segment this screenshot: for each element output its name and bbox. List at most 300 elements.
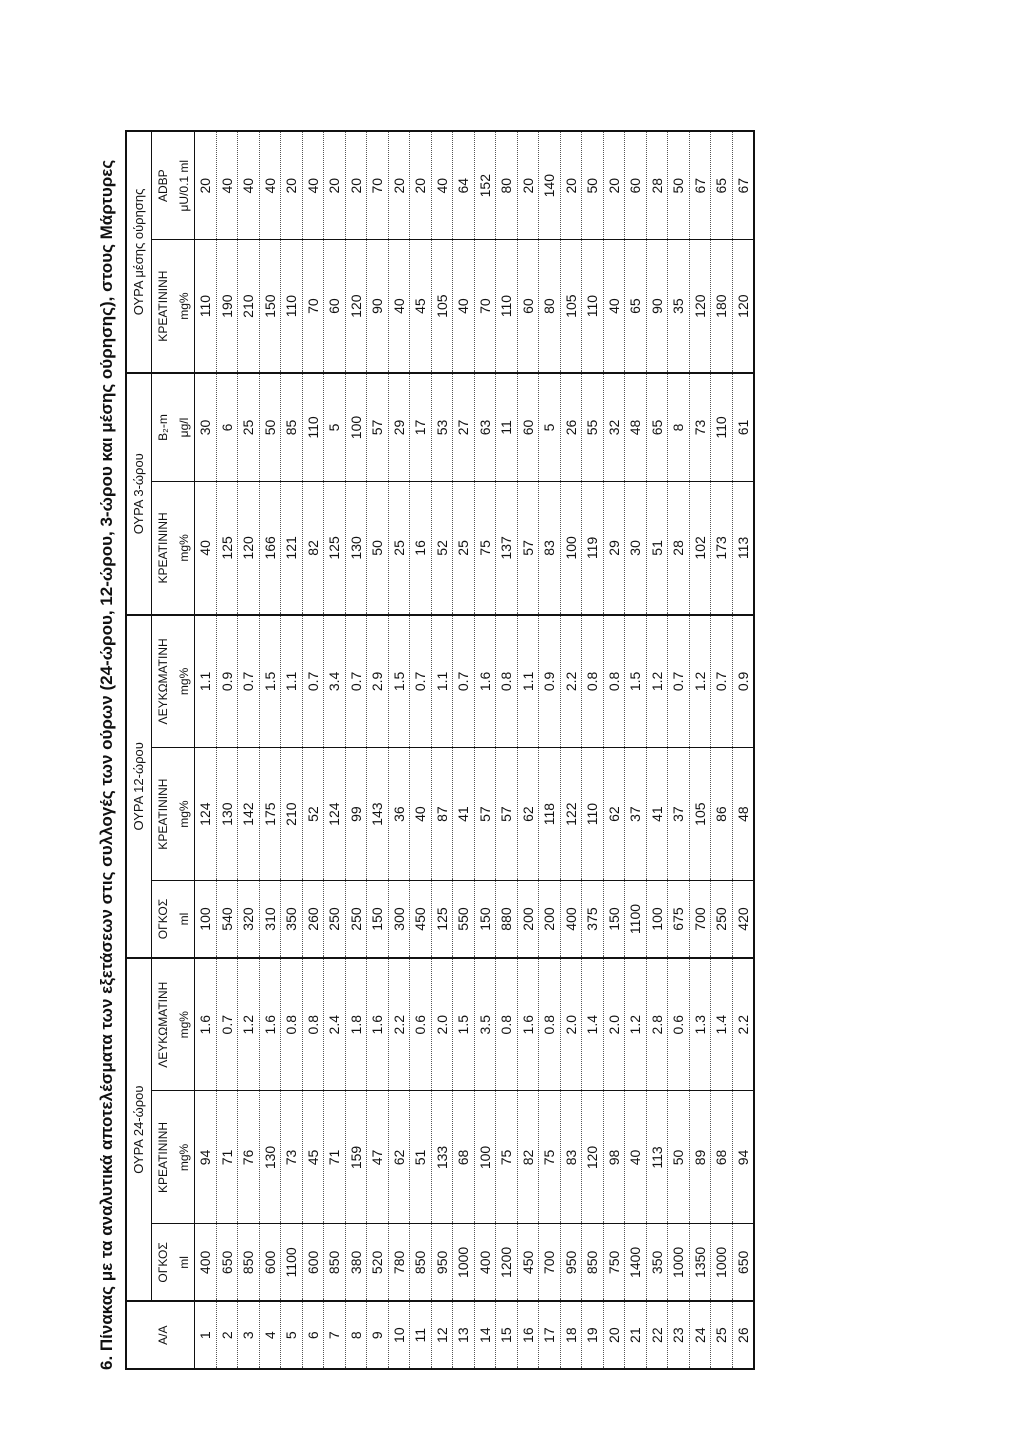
- cell-24h-creatinine: 133: [431, 1091, 453, 1224]
- cell-mid-creatinine: 70: [302, 240, 324, 373]
- cell-12h-volume: 150: [603, 881, 625, 958]
- cell-mid-creatinine: 65: [625, 240, 647, 373]
- cell-mid-adbp: 20: [410, 131, 432, 240]
- unit-24h-creatinine: mg%: [174, 1091, 195, 1224]
- cell-3h-creatinine: 166: [259, 482, 281, 615]
- cell-mid-creatinine: 105: [560, 240, 582, 373]
- table-row: [431, 131, 453, 1369]
- cell-3h-creatinine: 30: [625, 482, 647, 615]
- cell-mid-adbp: 40: [302, 131, 324, 240]
- unit-mid-creatinine: mg%: [174, 240, 195, 373]
- cell-24h-volume: 950: [560, 1224, 582, 1301]
- unit-12h-albumin: mg%: [174, 615, 195, 748]
- cell-24h-creatinine: 75: [496, 1091, 518, 1224]
- cell-12h-volume: 420: [732, 881, 754, 958]
- cell-mid-adbp: 20: [345, 131, 367, 240]
- unit-3h-b2m: μg/l: [174, 373, 195, 482]
- table-caption: 6. Πίνακας με τα αναλυτικά αποτελέσματα των εξετάσεων στις συλλογές των ούρων (24-ώρου, 12-ώρου, 3-ώρου και μέσης ούρησης), στους Μάρτυρες: [97, 159, 116, 1370]
- cell-24h-volume: 380: [345, 1224, 367, 1301]
- cell-aa: 26: [732, 1301, 754, 1369]
- cell-24h-volume: 400: [474, 1224, 496, 1301]
- table-row: [281, 131, 303, 1369]
- cell-12h-creatinine: 210: [281, 748, 303, 881]
- cell-mid-creatinine: 110: [496, 240, 518, 373]
- cell-24h-albumin: 0.6: [410, 958, 432, 1091]
- cell-3h-b2m: 53: [431, 373, 453, 482]
- cell-aa: 16: [517, 1301, 539, 1369]
- cell-12h-volume: 375: [582, 881, 604, 958]
- cell-mid-creatinine: 90: [646, 240, 668, 373]
- cell-24h-creatinine: 68: [711, 1091, 733, 1224]
- cell-mid-adbp: 28: [646, 131, 668, 240]
- cell-mid-creatinine: 90: [367, 240, 389, 373]
- table-row: [410, 131, 432, 1369]
- cell-24h-creatinine: 68: [453, 1091, 475, 1224]
- cell-3h-creatinine: 100: [560, 482, 582, 615]
- cell-mid-adbp: 80: [496, 131, 518, 240]
- cell-24h-albumin: 1.5: [453, 958, 475, 1091]
- cell-mid-adbp: 140: [539, 131, 561, 240]
- cell-3h-creatinine: 125: [216, 482, 238, 615]
- cell-24h-creatinine: 47: [367, 1091, 389, 1224]
- cell-mid-creatinine: 110: [195, 240, 217, 373]
- cell-12h-volume: 150: [474, 881, 496, 958]
- cell-3h-b2m: 65: [646, 373, 668, 482]
- cell-mid-adbp: 20: [324, 131, 346, 240]
- cell-12h-creatinine: 62: [517, 748, 539, 881]
- unit-blank: [174, 1301, 195, 1369]
- cell-12h-volume: 880: [496, 881, 518, 958]
- group-urine-24h: ΟΥΡΑ 24-ώρου: [126, 958, 152, 1301]
- cell-mid-creatinine: 210: [238, 240, 260, 373]
- cell-24h-albumin: 1.4: [582, 958, 604, 1091]
- cell-24h-volume: 450: [517, 1224, 539, 1301]
- table-row: [453, 131, 475, 1369]
- cell-24h-volume: 600: [302, 1224, 324, 1301]
- cell-24h-volume: 850: [410, 1224, 432, 1301]
- cell-24h-albumin: 1.6: [367, 958, 389, 1091]
- cell-mid-adbp: 152: [474, 131, 496, 240]
- cell-24h-albumin: 2.0: [560, 958, 582, 1091]
- cell-mid-creatinine: 40: [453, 240, 475, 373]
- cell-12h-creatinine: 62: [603, 748, 625, 881]
- cell-24h-creatinine: 45: [302, 1091, 324, 1224]
- cell-12h-albumin: 1.6: [474, 615, 496, 748]
- cell-mid-creatinine: 70: [474, 240, 496, 373]
- unit-12h-volume: ml: [174, 881, 195, 958]
- header-3h-creatinine: ΚΡΕΑΤΙΝΙΝΗ: [152, 482, 175, 615]
- cell-24h-creatinine: 98: [603, 1091, 625, 1224]
- cell-3h-creatinine: 121: [281, 482, 303, 615]
- cell-12h-volume: 100: [195, 881, 217, 958]
- cell-24h-creatinine: 130: [259, 1091, 281, 1224]
- cell-12h-creatinine: 122: [560, 748, 582, 881]
- header-24h-volume: ΟΓΚΟΣ: [152, 1224, 175, 1301]
- table-row: [625, 131, 647, 1369]
- cell-12h-albumin: 0.7: [302, 615, 324, 748]
- table-row: [582, 131, 604, 1369]
- cell-12h-creatinine: 118: [539, 748, 561, 881]
- cell-24h-creatinine: 94: [732, 1091, 754, 1224]
- cell-mid-adbp: 40: [238, 131, 260, 240]
- cell-3h-creatinine: 125: [324, 482, 346, 615]
- cell-12h-creatinine: 36: [388, 748, 410, 881]
- cell-24h-albumin: 1.8: [345, 958, 367, 1091]
- cell-24h-creatinine: 83: [560, 1091, 582, 1224]
- cell-3h-creatinine: 137: [496, 482, 518, 615]
- cell-aa: 12: [431, 1301, 453, 1369]
- cell-24h-albumin: 2.0: [431, 958, 453, 1091]
- cell-24h-volume: 780: [388, 1224, 410, 1301]
- cell-24h-creatinine: 71: [324, 1091, 346, 1224]
- cell-3h-creatinine: 29: [603, 482, 625, 615]
- table-row: [711, 131, 733, 1369]
- cell-24h-creatinine: 75: [539, 1091, 561, 1224]
- table-row: [195, 131, 217, 1369]
- cell-12h-albumin: 0.7: [410, 615, 432, 748]
- rotated-table-page: [95, 108, 755, 1370]
- cell-3h-b2m: 60: [517, 373, 539, 482]
- cell-aa: 21: [625, 1301, 647, 1369]
- cell-3h-creatinine: 75: [474, 482, 496, 615]
- cell-mid-creatinine: 60: [517, 240, 539, 373]
- cell-12h-albumin: 2.2: [560, 615, 582, 748]
- cell-24h-creatinine: 51: [410, 1091, 432, 1224]
- cell-3h-creatinine: 57: [517, 482, 539, 615]
- cell-24h-creatinine: 40: [625, 1091, 647, 1224]
- cell-24h-volume: 1200: [496, 1224, 518, 1301]
- cell-3h-creatinine: 130: [345, 482, 367, 615]
- cell-24h-albumin: 0.8: [539, 958, 561, 1091]
- header-12h-creatinine: ΚΡΕΑΤΙΝΙΝΗ: [152, 748, 175, 881]
- cell-24h-albumin: 2.0: [603, 958, 625, 1091]
- cell-aa: 5: [281, 1301, 303, 1369]
- table-row: [517, 131, 539, 1369]
- cell-12h-creatinine: 37: [625, 748, 647, 881]
- cell-24h-albumin: 2.2: [732, 958, 754, 1091]
- cell-aa: 19: [582, 1301, 604, 1369]
- cell-24h-albumin: 0.8: [302, 958, 324, 1091]
- cell-aa: 11: [410, 1301, 432, 1369]
- cell-12h-albumin: 1.2: [646, 615, 668, 748]
- cell-24h-volume: 1000: [711, 1224, 733, 1301]
- cell-3h-b2m: 17: [410, 373, 432, 482]
- cell-24h-albumin: 1.6: [195, 958, 217, 1091]
- cell-12h-albumin: 1.5: [625, 615, 647, 748]
- header-mid-creatinine: ΚΡΕΑΤΙΝΙΝΗ: [152, 240, 175, 373]
- unit-24h-volume: ml: [174, 1224, 195, 1301]
- cell-3h-b2m: 57: [367, 373, 389, 482]
- cell-24h-volume: 1100: [281, 1224, 303, 1301]
- cell-aa: 22: [646, 1301, 668, 1369]
- cell-mid-creatinine: 120: [345, 240, 367, 373]
- cell-aa: 24: [689, 1301, 711, 1369]
- cell-12h-albumin: 1.5: [259, 615, 281, 748]
- cell-24h-volume: 600: [259, 1224, 281, 1301]
- cell-24h-albumin: 0.8: [496, 958, 518, 1091]
- cell-3h-b2m: 8: [668, 373, 690, 482]
- cell-3h-creatinine: 173: [711, 482, 733, 615]
- cell-3h-creatinine: 113: [732, 482, 754, 615]
- cell-12h-volume: 350: [281, 881, 303, 958]
- cell-12h-creatinine: 175: [259, 748, 281, 881]
- unit-3h-creatinine: mg%: [174, 482, 195, 615]
- cell-12h-albumin: 0.7: [345, 615, 367, 748]
- cell-24h-creatinine: 71: [216, 1091, 238, 1224]
- cell-aa: 2: [216, 1301, 238, 1369]
- cell-3h-b2m: 5: [539, 373, 561, 482]
- cell-12h-albumin: 0.8: [603, 615, 625, 748]
- table-row: [216, 131, 238, 1369]
- cell-24h-albumin: 1.3: [689, 958, 711, 1091]
- cell-12h-volume: 260: [302, 881, 324, 958]
- group-urine-3h: ΟΥΡΑ 3-ώρου: [126, 373, 152, 615]
- cell-aa: 8: [345, 1301, 367, 1369]
- cell-12h-albumin: 0.9: [539, 615, 561, 748]
- cell-3h-b2m: 100: [345, 373, 367, 482]
- cell-12h-creatinine: 130: [216, 748, 238, 881]
- cell-12h-volume: 125: [431, 881, 453, 958]
- cell-3h-creatinine: 52: [431, 482, 453, 615]
- table-body: [195, 131, 755, 1369]
- cell-3h-creatinine: 102: [689, 482, 711, 615]
- cell-24h-creatinine: 159: [345, 1091, 367, 1224]
- cell-mid-creatinine: 40: [388, 240, 410, 373]
- cell-3h-b2m: 25: [238, 373, 260, 482]
- cell-mid-adbp: 20: [281, 131, 303, 240]
- cell-24h-albumin: 0.7: [216, 958, 238, 1091]
- cell-mid-adbp: 20: [560, 131, 582, 240]
- cell-mid-adbp: 70: [367, 131, 389, 240]
- cell-mid-adbp: 64: [453, 131, 475, 240]
- cell-12h-albumin: 1.5: [388, 615, 410, 748]
- cell-24h-creatinine: 50: [668, 1091, 690, 1224]
- cell-mid-adbp: 60: [625, 131, 647, 240]
- cell-mid-creatinine: 120: [732, 240, 754, 373]
- cell-12h-albumin: 1.1: [431, 615, 453, 748]
- header-12h-volume: ΟΓΚΟΣ: [152, 881, 175, 958]
- cell-12h-albumin: 0.9: [216, 615, 238, 748]
- cell-24h-volume: 1400: [625, 1224, 647, 1301]
- cell-12h-creatinine: 142: [238, 748, 260, 881]
- cell-mid-creatinine: 80: [539, 240, 561, 373]
- cell-12h-albumin: 0.9: [732, 615, 754, 748]
- cell-aa: 17: [539, 1301, 561, 1369]
- table-row: [603, 131, 625, 1369]
- cell-3h-creatinine: 83: [539, 482, 561, 615]
- cell-24h-volume: 650: [732, 1224, 754, 1301]
- cell-24h-creatinine: 94: [195, 1091, 217, 1224]
- cell-12h-albumin: 0.7: [711, 615, 733, 748]
- cell-12h-volume: 250: [324, 881, 346, 958]
- cell-mid-adbp: 67: [732, 131, 754, 240]
- group-urine-12h: ΟΥΡΑ 12-ώρου: [126, 615, 152, 958]
- cell-12h-creatinine: 57: [474, 748, 496, 881]
- table-row: [496, 131, 518, 1369]
- cell-24h-albumin: 2.4: [324, 958, 346, 1091]
- cell-3h-creatinine: 25: [453, 482, 475, 615]
- cell-3h-b2m: 73: [689, 373, 711, 482]
- cell-24h-albumin: 1.4: [711, 958, 733, 1091]
- cell-12h-albumin: 0.7: [453, 615, 475, 748]
- cell-12h-creatinine: 143: [367, 748, 389, 881]
- cell-12h-volume: 300: [388, 881, 410, 958]
- cell-24h-albumin: 1.6: [517, 958, 539, 1091]
- cell-3h-creatinine: 16: [410, 482, 432, 615]
- cell-3h-creatinine: 28: [668, 482, 690, 615]
- table-row: [302, 131, 324, 1369]
- cell-mid-adbp: 20: [603, 131, 625, 240]
- cell-mid-adbp: 40: [216, 131, 238, 240]
- cell-12h-creatinine: 105: [689, 748, 711, 881]
- cell-12h-creatinine: 86: [711, 748, 733, 881]
- header-3h-b2m: B₂-m: [152, 373, 175, 482]
- header-24h-albumin: ΛΕΥΚΩΜΑΤΙΝΗ: [152, 958, 175, 1091]
- cell-aa: 9: [367, 1301, 389, 1369]
- cell-3h-b2m: 48: [625, 373, 647, 482]
- cell-3h-b2m: 30: [195, 373, 217, 482]
- cell-24h-volume: 520: [367, 1224, 389, 1301]
- table-row: [324, 131, 346, 1369]
- cell-24h-volume: 850: [324, 1224, 346, 1301]
- header-blank: [126, 1301, 152, 1369]
- cell-aa: 15: [496, 1301, 518, 1369]
- cell-24h-volume: 850: [238, 1224, 260, 1301]
- cell-3h-b2m: 110: [302, 373, 324, 482]
- cell-aa: 10: [388, 1301, 410, 1369]
- cell-24h-volume: 950: [431, 1224, 453, 1301]
- cell-24h-volume: 350: [646, 1224, 668, 1301]
- header-aa: Α/Α: [152, 1301, 175, 1369]
- cell-3h-b2m: 63: [474, 373, 496, 482]
- cell-3h-b2m: 32: [603, 373, 625, 482]
- table-row: [668, 131, 690, 1369]
- cell-mid-creatinine: 105: [431, 240, 453, 373]
- cell-3h-creatinine: 51: [646, 482, 668, 615]
- cell-12h-creatinine: 52: [302, 748, 324, 881]
- cell-12h-albumin: 0.7: [668, 615, 690, 748]
- cell-12h-volume: 200: [539, 881, 561, 958]
- cell-24h-volume: 850: [582, 1224, 604, 1301]
- cell-12h-volume: 310: [259, 881, 281, 958]
- cell-aa: 6: [302, 1301, 324, 1369]
- cell-12h-creatinine: 57: [496, 748, 518, 881]
- cell-12h-volume: 700: [689, 881, 711, 958]
- cell-3h-b2m: 27: [453, 373, 475, 482]
- cell-aa: 7: [324, 1301, 346, 1369]
- cell-aa: 3: [238, 1301, 260, 1369]
- cell-24h-albumin: 2.2: [388, 958, 410, 1091]
- cell-24h-albumin: 1.2: [625, 958, 647, 1091]
- table-row: [689, 131, 711, 1369]
- cell-24h-volume: 1000: [453, 1224, 475, 1301]
- cell-aa: 23: [668, 1301, 690, 1369]
- cell-12h-creatinine: 87: [431, 748, 453, 881]
- cell-24h-albumin: 0.6: [668, 958, 690, 1091]
- cell-mid-adbp: 67: [689, 131, 711, 240]
- cell-mid-adbp: 20: [388, 131, 410, 240]
- table-row: [259, 131, 281, 1369]
- header-12h-albumin: ΛΕΥΚΩΜΑΤΙΝΗ: [152, 615, 175, 748]
- cell-mid-adbp: 50: [582, 131, 604, 240]
- cell-24h-volume: 750: [603, 1224, 625, 1301]
- cell-12h-volume: 1100: [625, 881, 647, 958]
- cell-mid-creatinine: 45: [410, 240, 432, 373]
- cell-mid-creatinine: 110: [582, 240, 604, 373]
- cell-3h-creatinine: 82: [302, 482, 324, 615]
- cell-3h-creatinine: 40: [195, 482, 217, 615]
- cell-24h-albumin: 1.6: [259, 958, 281, 1091]
- cell-aa: 13: [453, 1301, 475, 1369]
- cell-24h-creatinine: 73: [281, 1091, 303, 1224]
- cell-12h-volume: 320: [238, 881, 260, 958]
- header-24h-creatinine: ΚΡΕΑΤΙΝΙΝΗ: [152, 1091, 175, 1224]
- cell-12h-volume: 550: [453, 881, 475, 958]
- group-urine-midstream: ΟΥΡΑ μέσης ούρησης: [126, 131, 152, 373]
- cell-aa: 14: [474, 1301, 496, 1369]
- cell-3h-b2m: 110: [711, 373, 733, 482]
- cell-mid-creatinine: 110: [281, 240, 303, 373]
- table-row: [560, 131, 582, 1369]
- cell-12h-creatinine: 40: [410, 748, 432, 881]
- cell-3h-b2m: 11: [496, 373, 518, 482]
- cell-aa: 25: [711, 1301, 733, 1369]
- cell-12h-creatinine: 99: [345, 748, 367, 881]
- cell-3h-creatinine: 119: [582, 482, 604, 615]
- cell-3h-b2m: 61: [732, 373, 754, 482]
- cell-24h-creatinine: 120: [582, 1091, 604, 1224]
- cell-3h-creatinine: 50: [367, 482, 389, 615]
- table-row: [238, 131, 260, 1369]
- cell-mid-creatinine: 150: [259, 240, 281, 373]
- cell-12h-creatinine: 41: [453, 748, 475, 881]
- cell-3h-b2m: 29: [388, 373, 410, 482]
- cell-mid-creatinine: 40: [603, 240, 625, 373]
- cell-24h-volume: 700: [539, 1224, 561, 1301]
- cell-12h-albumin: 1.1: [195, 615, 217, 748]
- cell-aa: 4: [259, 1301, 281, 1369]
- cell-mid-adbp: 65: [711, 131, 733, 240]
- cell-12h-albumin: 1.1: [281, 615, 303, 748]
- cell-mid-adbp: 50: [668, 131, 690, 240]
- cell-24h-volume: 650: [216, 1224, 238, 1301]
- cell-3h-creatinine: 120: [238, 482, 260, 615]
- table-row: [539, 131, 561, 1369]
- cell-24h-volume: 1350: [689, 1224, 711, 1301]
- cell-12h-volume: 150: [367, 881, 389, 958]
- cell-3h-b2m: 50: [259, 373, 281, 482]
- cell-mid-adbp: 20: [517, 131, 539, 240]
- cell-3h-creatinine: 25: [388, 482, 410, 615]
- table-row: [367, 131, 389, 1369]
- cell-12h-albumin: 0.8: [496, 615, 518, 748]
- cell-12h-creatinine: 48: [732, 748, 754, 881]
- table-row: [646, 131, 668, 1369]
- cell-12h-albumin: 2.9: [367, 615, 389, 748]
- cell-mid-creatinine: 120: [689, 240, 711, 373]
- cell-24h-volume: 400: [195, 1224, 217, 1301]
- cell-12h-albumin: 0.7: [238, 615, 260, 748]
- cell-24h-creatinine: 89: [689, 1091, 711, 1224]
- table-row: [732, 131, 754, 1369]
- cell-12h-creatinine: 110: [582, 748, 604, 881]
- cell-24h-albumin: 2.8: [646, 958, 668, 1091]
- cell-24h-volume: 1000: [668, 1224, 690, 1301]
- cell-12h-creatinine: 124: [324, 748, 346, 881]
- cell-mid-creatinine: 180: [711, 240, 733, 373]
- cell-24h-albumin: 0.8: [281, 958, 303, 1091]
- cell-12h-volume: 200: [517, 881, 539, 958]
